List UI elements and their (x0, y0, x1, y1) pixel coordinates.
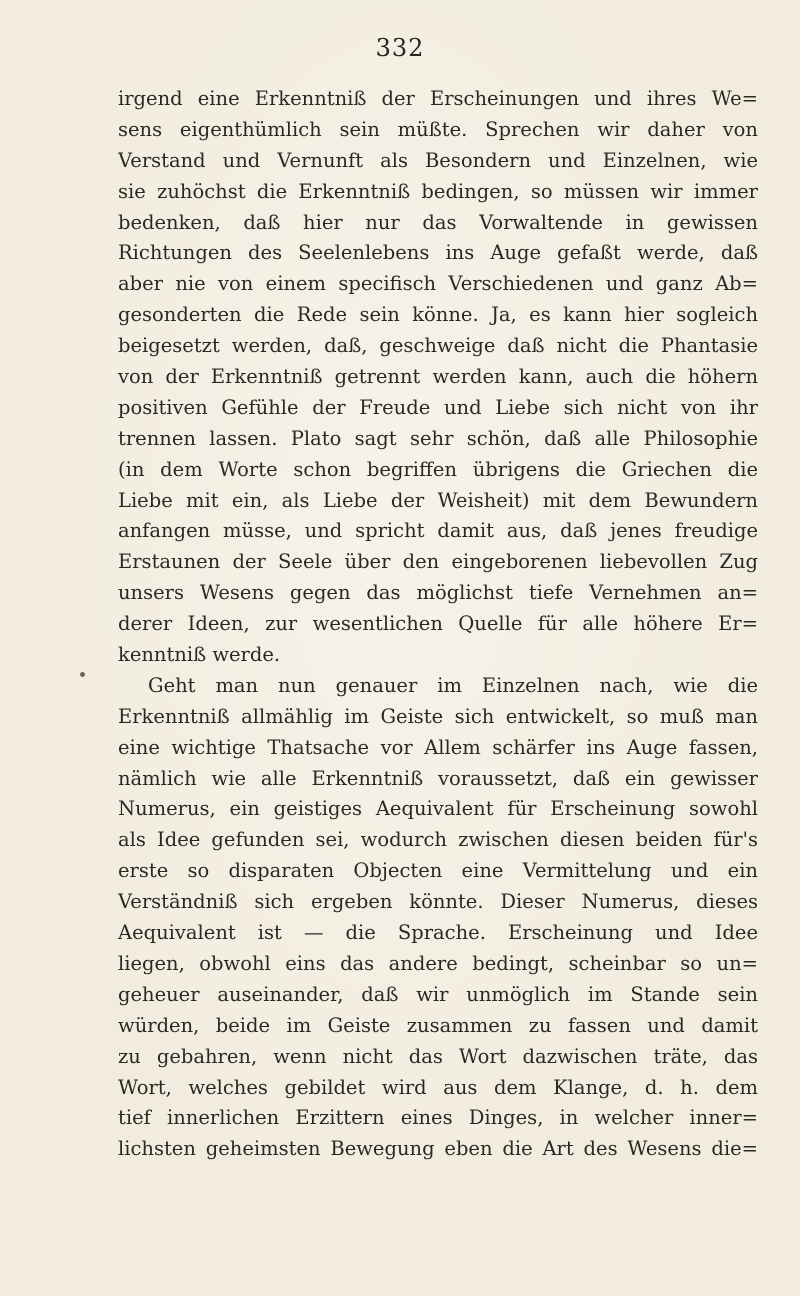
text-line: Verstand und Vernunft als Besondern und Einzelnen, wie (118, 148, 758, 172)
text-line: aber nie von einem specifisch Verschiedenen und ganz Ab= (118, 272, 758, 296)
text-line: Erstaunen der Seele über den eingeborenen liebevollen Zug (118, 550, 758, 574)
text-line: tief innerlichen Erzittern eines Dinges, in welcher inner= (118, 1106, 758, 1130)
text-line: Numerus, ein geistiges Aequivalent für Erscheinung sowohl (118, 797, 758, 821)
text-line: gesonderten die Rede sein könne. Ja, es kann hier sogleich (118, 303, 758, 327)
text-line: bedenken, daß hier nur das Vorwaltende in gewissen (118, 210, 758, 234)
text-line: derer Ideen, zur wesentlichen Quelle für alle höhere Er= (118, 612, 758, 636)
text-line: unsers Wesens gegen das möglichst tiefe Vernehmen an= (118, 581, 758, 605)
text-line: sens eigenthümlich sein müßte. Sprechen wir daher von (118, 117, 758, 141)
text-line: erste so disparaten Objecten eine Vermittelung und ein (118, 859, 758, 883)
text-line: Wort, welches gebildet wird aus dem Klange, d. h. dem (118, 1075, 758, 1099)
text-line: trennen lassen. Plato sagt sehr schön, daß alle Philosophie (118, 426, 758, 450)
text-line: als Idee gefunden sei, wodurch zwischen diesen beiden für's (118, 828, 758, 852)
page-number: 332 (375, 34, 425, 62)
text-line: eine wichtige Thatsache vor Allem schärfer ins Auge fassen, (118, 735, 758, 759)
text-line: Verständniß sich ergeben könnte. Dieser Numerus, dieses (118, 890, 758, 914)
text-line: liegen, obwohl eins das andere bedingt, scheinbar so un= (118, 951, 758, 975)
text-line: nämlich wie alle Erkenntniß voraussetzt, daß ein gewisser (118, 766, 758, 790)
text-line: kenntniß werde. (118, 643, 281, 667)
text-line: Erkenntniß allmählig im Geiste sich entwickelt, so muß man (118, 704, 758, 728)
text-line: von der Erkenntniß getrennt werden kann, auch die höhern (118, 365, 758, 389)
body-text (118, 84, 758, 1165)
text-line: zu gebahren, wenn nicht das Wort dazwischen träte, das (118, 1044, 758, 1068)
text-line: geheuer auseinander, daß wir unmöglich im Stande sein (118, 982, 758, 1006)
text-line: anfangen müsse, und spricht damit aus, daß jenes freudige (118, 519, 758, 543)
text-line: Liebe mit ein, als Liebe der Weisheit) mit dem Bewundern (118, 488, 758, 512)
text-line: positiven Gefühle der Freude und Liebe sich nicht von ihr (118, 395, 758, 419)
text-line: würden, beide im Geiste zusammen zu fassen und damit (118, 1013, 758, 1037)
text-line: (in dem Worte schon begriffen übrigens die Griechen die (118, 457, 758, 481)
text-line: Richtungen des Seelenlebens ins Auge gefaßt werde, daß (118, 241, 758, 265)
text-line: Geht man nun genauer im Einzelnen nach, wie die (148, 673, 758, 697)
text-line: beigesetzt werden, daß, geschweige daß nicht die Phantasie (118, 334, 758, 358)
text-line: irgend eine Erkenntniß der Erscheinungen und ihres We= (118, 87, 758, 110)
text-line: sie zuhöchst die Erkenntniß bedingen, so müssen wir immer (118, 179, 758, 203)
text-line: lichsten geheimsten Bewegung eben die Art des Wesens die= (118, 1137, 758, 1161)
text-line: Aequivalent ist — die Sprache. Erscheinung und Idee (118, 921, 758, 945)
margin-mark (80, 672, 85, 677)
